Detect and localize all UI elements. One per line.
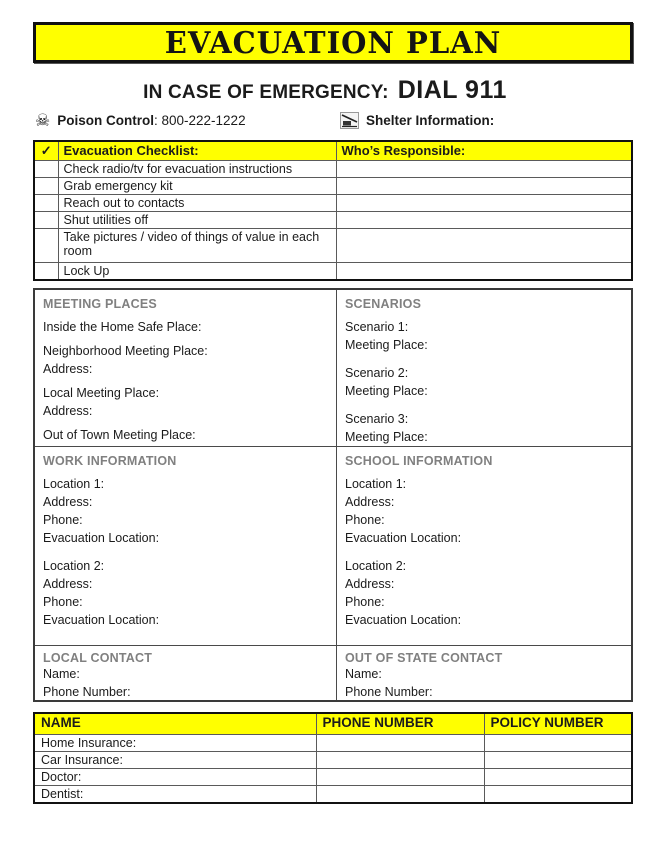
- field-label: Local Meeting Place:: [43, 386, 160, 400]
- panel-school-information: [337, 447, 631, 646]
- panel-heading: SCENARIOS: [345, 297, 422, 311]
- checklist-header-row: [34, 141, 632, 161]
- checklist-responsible-header: Who’s Responsible:: [336, 141, 632, 161]
- field-label: Scenario 2:: [345, 366, 409, 380]
- responsible-input-cell[interactable]: [336, 178, 632, 195]
- name-column-header: NAME: [34, 713, 316, 734]
- check-cell[interactable]: [34, 178, 58, 195]
- policy-input-cell[interactable]: [484, 751, 632, 768]
- contact-name-label: Home Insurance:: [34, 734, 316, 751]
- check-cell[interactable]: [34, 229, 58, 263]
- phone-number-column-header: PHONE NUMBER: [316, 713, 484, 734]
- policy-contacts-table: [33, 712, 633, 804]
- skull-crossbones-icon: ☠: [35, 111, 51, 130]
- table-row: [34, 734, 632, 751]
- field-label: Phone Number:: [345, 685, 433, 699]
- checklist-task-header: Evacuation Checklist:: [58, 141, 336, 161]
- checklist-row: [34, 161, 632, 178]
- policy-input-cell[interactable]: [484, 785, 632, 803]
- poison-control-text: [57, 113, 245, 128]
- panel-heading: WORK INFORMATION: [43, 454, 177, 468]
- field-label: Address:: [345, 495, 395, 509]
- field-label: Phone Number:: [43, 685, 131, 699]
- phone-input-cell[interactable]: [316, 734, 484, 751]
- responsible-input-cell[interactable]: [336, 212, 632, 229]
- field-label: Evacuation Location:: [43, 613, 160, 627]
- poison-control-label: Poison Control: [57, 113, 154, 128]
- responsible-input-cell[interactable]: [336, 195, 632, 212]
- field-label: Meeting Place:: [345, 338, 428, 352]
- contact-name-label: Car Insurance:: [34, 751, 316, 768]
- policy-input-cell[interactable]: [484, 768, 632, 785]
- checklist-row: [34, 212, 632, 229]
- field-label: Location 1:: [345, 477, 407, 491]
- panel-heading: LOCAL CONTACT: [43, 651, 153, 665]
- policy-input-cell[interactable]: [484, 734, 632, 751]
- phone-input-cell[interactable]: [316, 785, 484, 803]
- field-label: Meeting Place:: [345, 384, 428, 398]
- emergency-heading: [0, 76, 650, 108]
- field-label: Address:: [43, 577, 93, 591]
- poison-control-item: [35, 112, 246, 129]
- field-label: Meeting Place:: [345, 430, 428, 444]
- panel-scenarios: [337, 290, 631, 447]
- phone-input-cell[interactable]: [316, 751, 484, 768]
- field-label: Location 2:: [345, 559, 407, 573]
- panel-heading: MEETING PLACES: [43, 297, 157, 311]
- field-label: Evacuation Location:: [345, 613, 462, 627]
- field-label: Address:: [345, 577, 395, 591]
- task-label: Shut utilities off: [58, 212, 336, 229]
- policy-number-column-header: POLICY NUMBER: [484, 713, 632, 734]
- field-label: Location 2:: [43, 559, 105, 573]
- emergency-dial-number: DIAL 911: [397, 76, 507, 104]
- task-label: Take pictures / video of things of value in each room: [58, 229, 336, 263]
- field-label: Address:: [43, 495, 93, 509]
- table-row: [34, 785, 632, 803]
- field-label: Inside the Home Safe Place:: [43, 320, 202, 334]
- policy-header-row: [34, 713, 632, 734]
- responsible-input-cell[interactable]: [336, 229, 632, 263]
- check-cell[interactable]: [34, 263, 58, 281]
- checkmark-icon: ✓: [34, 141, 58, 161]
- panel-meeting-places: [35, 290, 337, 447]
- field-label: Neighborhood Meeting Place:: [43, 344, 208, 358]
- field-label: Phone:: [43, 595, 83, 609]
- panel-heading: SCHOOL INFORMATION: [345, 454, 493, 468]
- responsible-input-cell[interactable]: [336, 161, 632, 178]
- quick-contacts-bar: [35, 112, 633, 134]
- check-cell[interactable]: [34, 212, 58, 229]
- contact-name-label: Doctor:: [34, 768, 316, 785]
- checklist-row: [34, 263, 632, 281]
- evacuation-checklist-table: [33, 140, 633, 281]
- field-label: Name:: [345, 667, 382, 681]
- panel-local-contact: [35, 646, 337, 700]
- document-title: EVACUATION PLAN: [164, 25, 502, 60]
- phone-input-cell[interactable]: [316, 768, 484, 785]
- check-cell[interactable]: [34, 195, 58, 212]
- table-row: [34, 768, 632, 785]
- shelter-information-label: Shelter Information:: [366, 113, 495, 128]
- field-label: Evacuation Location:: [43, 531, 160, 545]
- field-label: Scenario 3:: [345, 412, 409, 426]
- plan-details-box: [33, 288, 633, 702]
- field-label: Location 1:: [43, 477, 105, 491]
- panel-out-of-state-contact: [337, 646, 631, 700]
- field-label: Out of Town Meeting Place:: [43, 428, 196, 442]
- panel-work-information: [35, 447, 337, 646]
- responsible-input-cell[interactable]: [336, 263, 632, 281]
- field-label: Phone:: [345, 513, 385, 527]
- table-row: [34, 751, 632, 768]
- field-label: Phone:: [345, 595, 385, 609]
- checklist-row: [34, 229, 632, 263]
- task-label: Reach out to contacts: [58, 195, 336, 212]
- task-label: Lock Up: [58, 263, 336, 281]
- field-label: Name:: [43, 667, 80, 681]
- field-label: Phone:: [43, 513, 83, 527]
- checklist-row: [34, 195, 632, 212]
- task-label: Grab emergency kit: [58, 178, 336, 195]
- shelter-information-item: [340, 112, 494, 129]
- contact-name-label: Dentist:: [34, 785, 316, 803]
- document-title-banner: [33, 22, 633, 63]
- poison-control-number: : 800-222-1222: [154, 113, 246, 128]
- field-label: Address:: [43, 362, 93, 376]
- emergency-label: IN CASE OF EMERGENCY:: [143, 82, 389, 103]
- shelter-icon: [340, 112, 359, 129]
- checklist-row: [34, 178, 632, 195]
- check-cell[interactable]: [34, 161, 58, 178]
- field-label: Address:: [43, 404, 93, 418]
- panel-heading: OUT OF STATE CONTACT: [345, 651, 503, 665]
- task-label: Check radio/tv for evacuation instructions: [58, 161, 336, 178]
- field-label: Evacuation Location:: [345, 531, 462, 545]
- field-label: Scenario 1:: [345, 320, 409, 334]
